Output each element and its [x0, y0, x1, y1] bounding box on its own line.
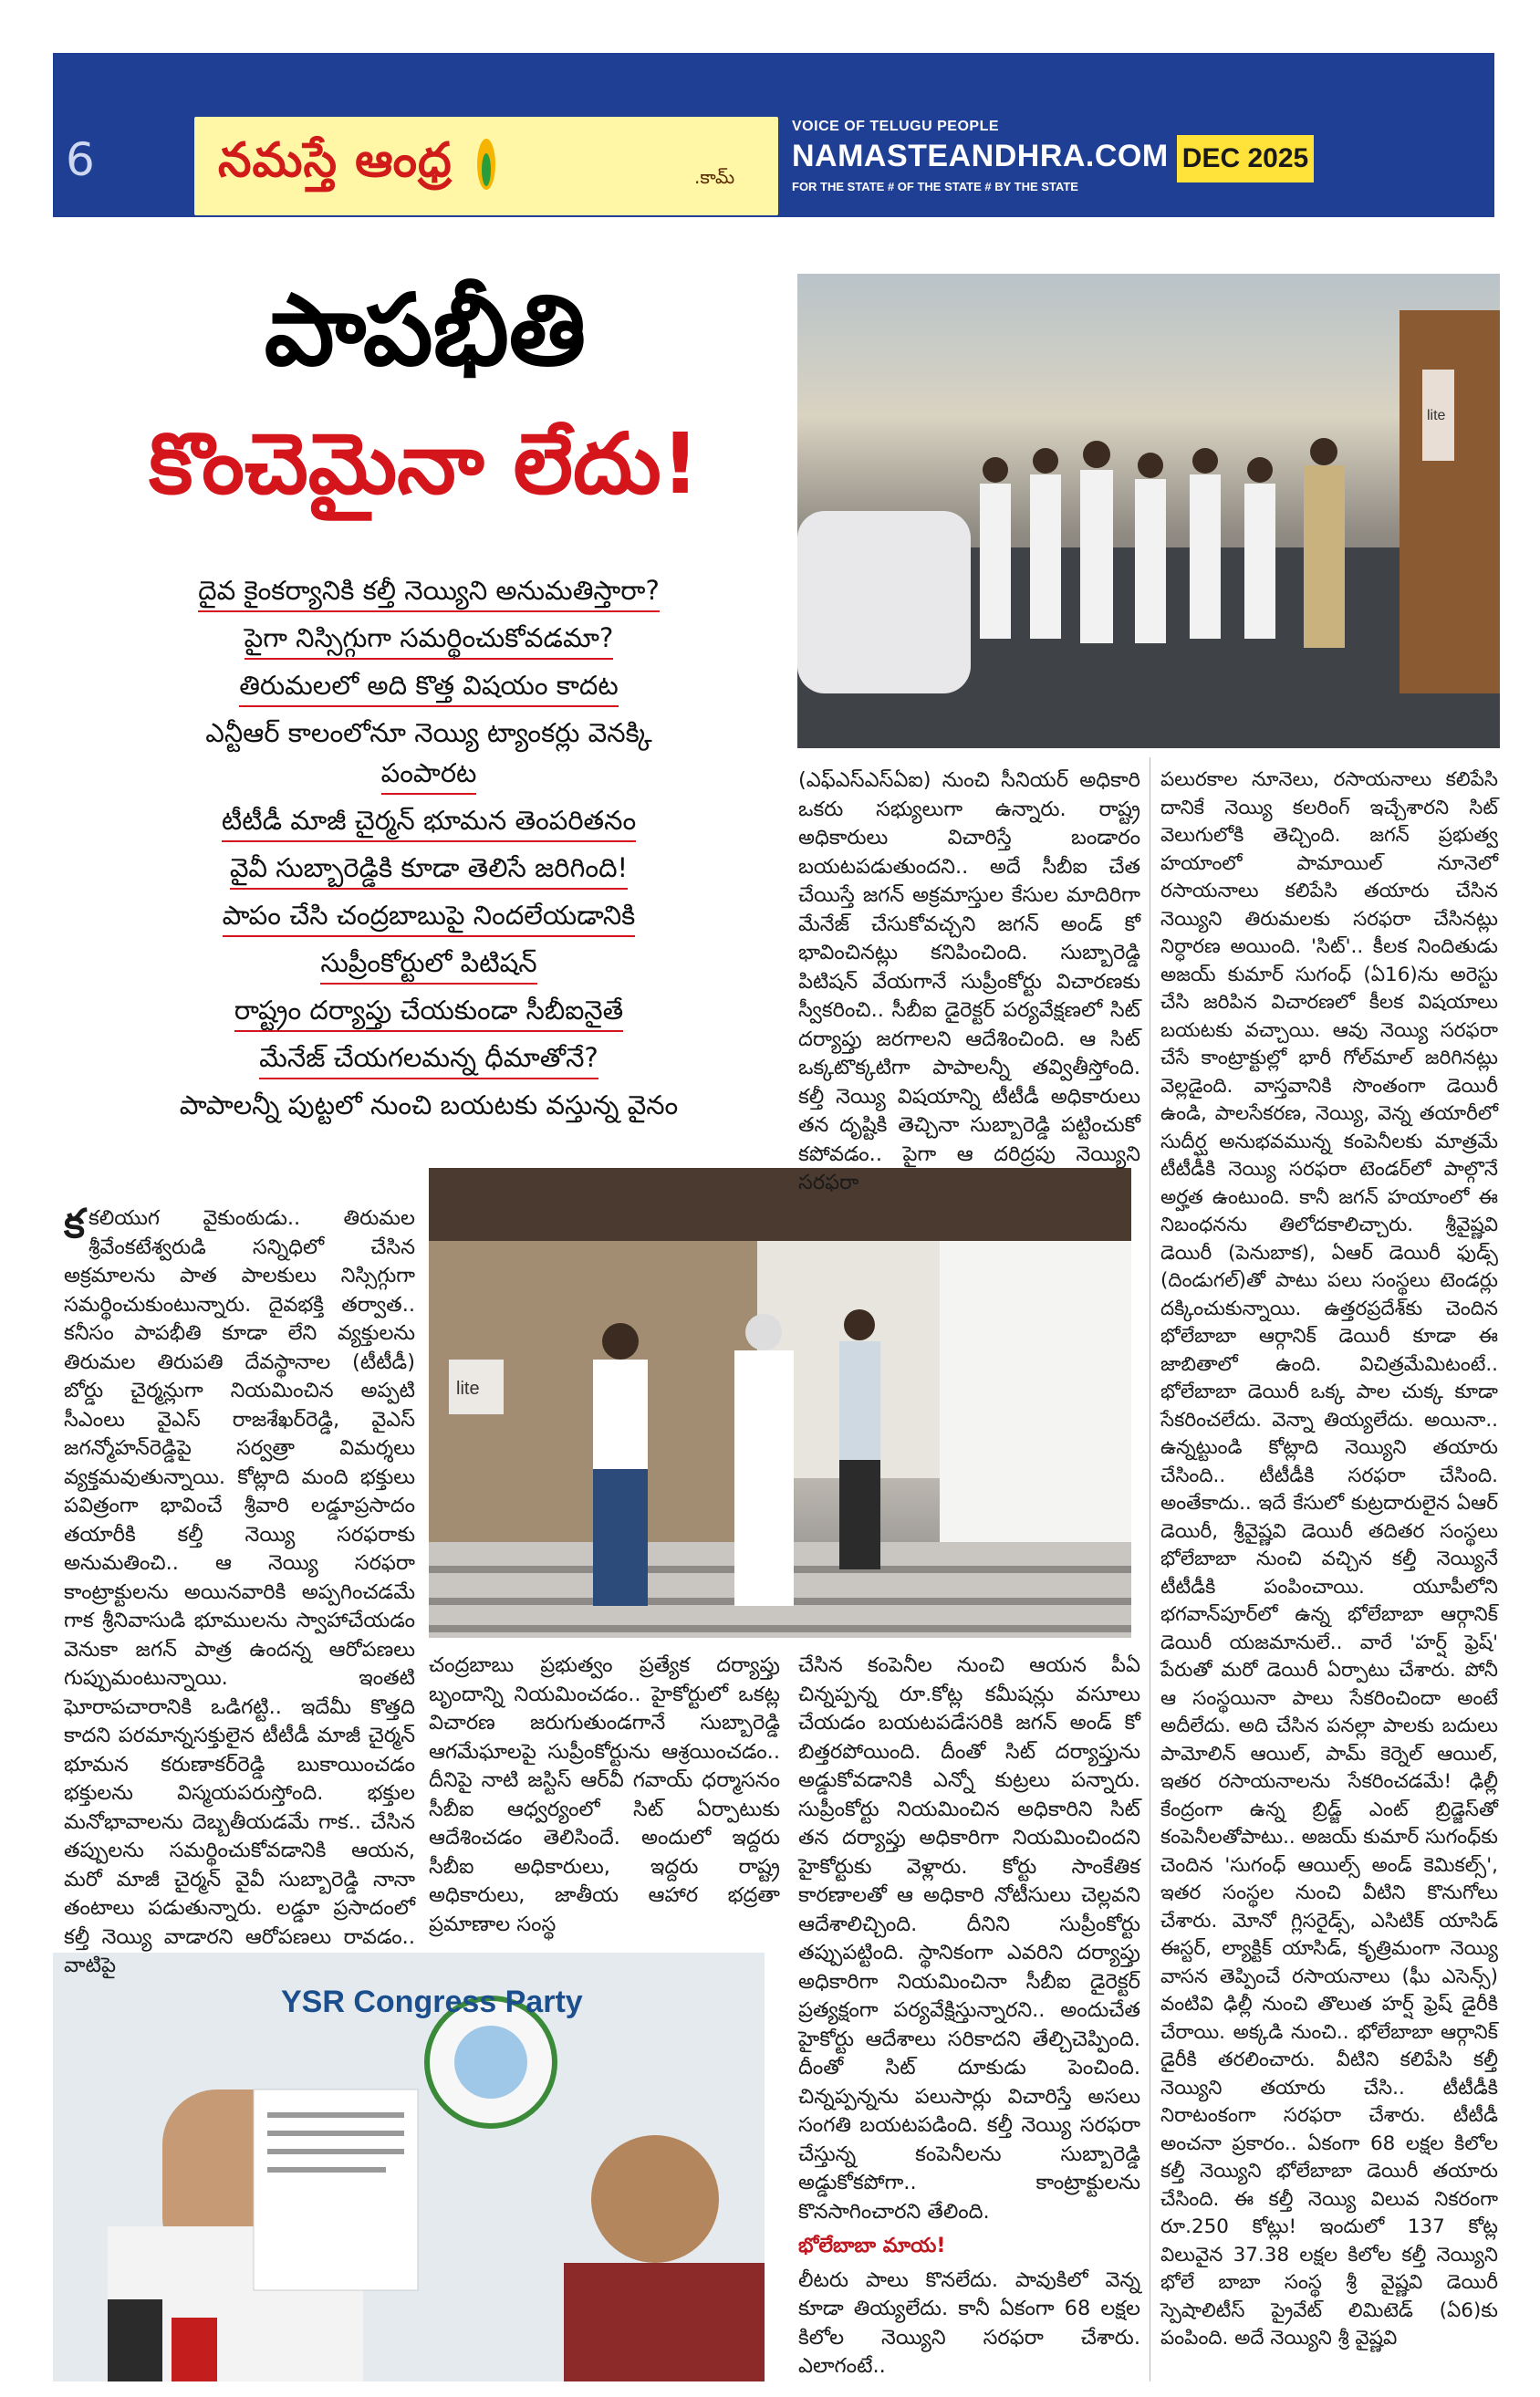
sub-point: టీటీడీ మాజీ చైర్మన్ భూమన తెంపరితనం — [222, 800, 636, 842]
section-subhead: భోలేబాబా మాయ! — [798, 2235, 946, 2257]
tagline: FOR THE STATE # OF THE STATE # BY THE STATE — [792, 180, 1078, 193]
article-text: పలురకాల నూనెలు, రసాయనాలు కలిపేసి దానికే నెయ్యి కలరింగ్ ఇచ్చేశారని సిట్ వెలుగులోకి తెచ్చింది. జగన్ ప్రభుత్వ హయాంలో పామాయిల్ నూనెలో రసాయనాలు కలిపేసి తయారు చేసిన నెయ్యిని తిరుమలకు సరఫరా చేసినట్లు నిర్ధారణ అయింది. 'సిట్'.. కీలక నిందితుడు అజయ్ కుమార్ సుగంధ్ (ఏ16)ను అరెస్టు చేసి జరిపిన విచారణలో కీలక విషయాలు బయటకు వచ్చాయి. ఆవు నెయ్యి సరఫరా చేసే కాంట్రాక్టుల్లో భారీ గోల్‌మాల్ జరిగినట్లు వెల్లడైంది. వాస్తవానికి సొంతంగా డెయిరీ ఉండి, పాలసేకరణ, నెయ్యి, వెన్న తయారీలో సుదీర్ఘ అనుభవమున్న కంపెనీలకు మాత్రమే టీటీడీకి నెయ్యి సరఫరా టెండర్‌లో పాల్గొనే అర్హత ఉంటుంది. కానీ జగన్ హయాంలో ఈ నిబంధనను తిలోదకాలిచ్చారు. శ్రీవైష్ణవి డెయిరీ (పెనుబాక), ఏఆర్ డెయిరీ ఫుడ్స్ (దిండుగల్)తో పాటు పలు సంస్థలు టెండర్లు దక్కించుకున్నాయి. ఉత్తరప్రదేశ్‌కు చెందిన భోలేబాబా ఆర్గానిక్ డెయిరీ కూడా ఈ జాబితాలో ఉంది. విచిత్రమేమిటంటే.. భోలేబాబా డెయిరీ ఒక్క పాల చుక్క కూడా సేకరించలేదు. వెన్నా తియ్యలేదు. అయినా.. ఉన్నట్టుండి కోట్లాది నెయ్యిని తయారు చేసింది.. టీటీడీకి సరఫరా చేసింది. అంతేకాదు.. ఇదే కేసులో కుట్రదారులైన ఏఆర్ డెయిరీ, శ్రీవైష్ణవి డెయిరీ తదితర సంస్థలు భోలేబాబా నుంచి వచ్చిన కల్తీ నెయ్యినే టీటీడీకి పంపించాయి. యూపీలోని భగవాన్‌పూర్‌లో ఉన్న భోలేబాబా ఆర్గానిక్ డెయిరీ యజమానులే.. వారే 'హర్ష్ ఫ్రెష్' పేరుతో మరో డెయిరీ ఏర్పాటు చేశారు. పోనీ ఆ సంస్థయినా పాలు సేకరించిందా అంటే అదీలేదు. అది చేసిన పనల్లా పాలకు బదులు పామోలిన్ ఆయిల్, పామ్ కెర్నెల్ ఆయిల్, ఇతర రసాయనాలను సేకరించడమే! ఢిల్లీ కేంద్రంగా ఉన్న బ్రిడ్జ్ ఎంట్ బ్రిడ్జెస్‌తో కంపెనీలతోపాటు.. అజయ్ కుమార్ సుగంధ్‌కు చెందిన 'సుగంధ్ ఆయిల్స్ అండ్ కెమికల్స్', ఇతర సంస్థల నుంచి వీటిని కొనుగోలు చేశారు. మోనో గ్లిసరైడ్స్, ఎసిటిక్ యాసిడ్ ఈస్టర్, ల్యాక్టిక్ యాసిడ్, కృత్రిమంగా నెయ్యి వాసన తెప్పించే రసాయనాలు (ఘీ ఎసెన్స్) వంటివి ఢిల్లీ నుంచి తొలుత హర్ష్ ఫ్రెష్ డైరీకి చేరాయి. అక్కడి నుంచి.. భోలేబాబా ఆర్గానిక్ డైరీకి తరలించారు. వీటిని కలిపేసి కల్తీ నెయ్యిని తయారు చేసి.. టీటీడీకి నిరాటంకంగా సరఫరా చేశారు. టీటీడీ అంచనా ప్రకారం.. ఏకంగా 68 లక్షల కిలోల కల్తీ నెయ్యిని భోలేబాబా డెయిరీ తయారు చేసింది. ఈ కల్తీ నెయ్యి విలువ నికరంగా రూ.250 కోట్లు! ఇందులో 137 కోట్ల విలువైన 37.38 లక్షల కిలోల కల్తీ నెయ్యిని భోలే బాబా సంస్థ శ్రీ వైష్ణవి డెయిరీ స్పెషాలిటీస్ ప్రైవేట్ లిమిటెడ్ (ఏ6)కు పంపింది. అదే నెయ్యిని శ్రీ వైష్ణవి — [1160, 768, 1498, 2350]
photo-press-conference — [53, 1953, 765, 2381]
article-column-3-bottom — [798, 1652, 1140, 2381]
masthead-info — [792, 119, 1169, 193]
party-banner-text: YSR Congress Party — [281, 1985, 583, 2019]
newspaper-logo — [194, 117, 778, 215]
logo-suffix: .కామ్ — [694, 166, 735, 188]
logo-text: నమస్తే ఆంధ్ర — [218, 133, 453, 188]
article-column-2 — [429, 1652, 780, 1939]
sub-point: దైవ కైంకర్యానికి కల్తీ నెయ్యిని అనుమతిస్తారా? — [198, 570, 660, 612]
photo-group-walking — [797, 274, 1500, 748]
dropcap: క — [64, 1201, 85, 1247]
article-text: (ఎఫ్‌ఎస్‌ఎస్‌ఏఐ) నుంచి సీనియర్ అధికారి ఒకరు సభ్యులుగా ఉన్నారు. రాష్ట్ర అధికారులు విచారిస్తే బండారం బయటపడుతుందని.. అదే సీబీఐ చేత చేయిస్తే జగన్ అక్రమాస్తుల కేసుల మాదిరిగా మేనేజ్ చేసుకోవచ్చని జగన్ అండ్ కో భావించినట్లు కనిపించింది. సుబ్బారెడ్డి పిటిషన్ వేయగానే సుప్రీంకోర్టు విచారణకు స్వీకరించి.. సీబీఐ డైరెక్టర్ పర్యవేక్షణలో సిట్ దర్యాప్తు జరగాలని ఆదేశించింది. ఆ సిట్ ఒక్కటొక్కటిగా పాపాలన్నీ తవ్వితీస్తోంది. కల్తీ నెయ్యి విషయాన్ని టీటీడీ అధికారులు తన దృష్టికి తెచ్చినా సుబ్బారెడ్డి పట్టించుకో కపోవడం.. పైగా ఆ దరిద్రపు నెయ్యిని సరఫరా — [798, 768, 1140, 1194]
sub-point: ఎన్టీఆర్ కాలంలోనూ నెయ్యి ట్యాంకర్లు వెనక్కి — [205, 717, 652, 748]
press-conference-illustration — [53, 1953, 765, 2381]
headline-line1: పాపభీతి — [264, 274, 587, 388]
voice-line: VOICE OF TELUGU PEOPLE — [792, 119, 1000, 134]
headline-line2: కొంచెమైనా లేదు! — [149, 415, 700, 513]
issue-date: DEC 2025 — [1177, 135, 1314, 182]
page-number: 6 — [66, 133, 95, 186]
sign-text: lite — [1427, 408, 1446, 423]
article-column-4 — [1160, 766, 1498, 2353]
photo-two-men — [429, 1168, 1131, 1638]
sub-point: పైగా నిస్సిగ్గుగా సమర్థించుకోవడమా? — [245, 618, 614, 660]
sign-text: lite — [456, 1379, 480, 1399]
flame-logo-icon — [468, 128, 505, 201]
sub-point: రాష్ట్రం దర్యాప్తు చేయకుండా సీబీఐనైతే — [234, 990, 623, 1032]
sub-point: తిరుమలలో అది కొత్త విషయం కాదట — [239, 665, 619, 707]
building-entrance-illustration — [429, 1168, 1131, 1638]
article-text: చంద్రబాబు ప్రభుత్వం ప్రత్యేక దర్యాప్తు బృందాన్ని నియమించడం.. హైకోర్టులో ఒకట్ల విచారణ జరుగుతుండగానే సుబ్బారెడ్డి ఆగమేఘాలపై సుప్రీంకోర్టును ఆశ్రయించడం.. దీనిపై నాటి జస్టిస్ ఆర్‌వీ గవాయ్ ధర్మాసనం సీబీఐ ఆధ్వర్యంలో సిట్ ఏర్పాటుకు ఆదేశించడం తెలిసిందే. అందులో ఇద్దరు సీబీఐ అధికారులు, ఇద్దరు రాష్ట్ర అధికారులు, జాతీయ ఆహార భద్రతా ప్రమాణాల సంస్థ — [429, 1653, 780, 1936]
article-column-3-top — [798, 766, 1140, 1198]
article-text: కలియుగ వైకుంఠుడు.. తిరుమల శ్రీవేంకటేశ్వరుడి సన్నిధిలో చేసిన అక్రమాలను పాత పాలకులు నిస్సిగ్గుగా సమర్థించుకుంటున్నారు. దైవభక్తి తర్వాత.. కనీసం పాపభీతి కూడా లేని వ్యక్తులను తిరుమల తిరుపతి దేవస్థానాల (టీటీడీ) బోర్డు చైర్మన్లుగా నియమించిన అప్పటి సీఎంలు వైఎస్ రాజశేఖర్‌రెడ్డి, వైఎస్ జగన్మోహన్‌రెడ్డిపై సర్వత్రా విమర్శలు వ్యక్తమవుతున్నాయి. కోట్లాది మంది భక్తులు పవిత్రంగా భావించే శ్రీవారి లడ్డూప్రసాదం తయారీకి కల్తీ నెయ్యి సరఫరాకు అనుమతించి.. ఆ నెయ్యి సరఫరా కాంట్రాక్టులను అయినవారికి అప్పగించడమే గాక శ్రీనివాసుడి భూములను స్వాహాచేయడం వెనుకా జగన్ పాత్ర ఉందన్న ఆరోపణలు గుప్పుమంటున్నాయి. ఇంతటి ఘోరాపచారానికి ఒడిగట్టి.. ఇదేమీ కొత్తది కాదని పరమాన్నసక్తులైన టీటీడీ మాజీ చైర్మన్ భూమన కరుణాకర్‌రెడ్డి బుకాయించడం భక్తులను విస్మయపరుస్తోంది. భక్తుల మనోభావాలను దెబ్బతీయడమే గాక.. చేసిన తప్పులను సమర్థించుకోవడానికి ఆయన, మరో మాజీ చైర్మన్ వైవీ సుబ్బారెడ్డి నానా తంటాలు పడుతున్నారు. లడ్డూ ప్రసాదంలో కల్తీ నెయ్యి వాడారని ఆరోపణలు రావడం.. వాటిపై — [64, 1206, 415, 1977]
article-column-1 — [64, 1201, 415, 1981]
sub-point: మేనేజ్ చేయగలమన్న ధీమాతోనే? — [259, 1037, 598, 1079]
sub-point: వైవీ సుబ్బారెడ్డికి కూడా తెలిసే జరిగింది! — [230, 848, 628, 890]
article-text: లీటరు పాలు కొనలేదు. పావుకిలో వెన్న కూడా తియ్యలేదు. కానీ ఏకంగా 68 లక్షల కిలోల నెయ్యిని సరఫరా చేశారు. ఎలాగంటే.. — [798, 2267, 1140, 2378]
crowd-illustration — [797, 274, 1500, 748]
sub-point: పంపారట — [381, 753, 477, 795]
masthead — [53, 53, 1494, 217]
sub-point: పాపం చేసి చంద్రబాబుపై నిందలేయడానికి — [223, 895, 636, 937]
sub-point: సుప్రీంకోర్టులో పిటిషన్ — [320, 943, 536, 985]
sub-point: పాపాలన్నీ పుట్టలో నుంచి బయటకు వస్తున్న వైనం — [179, 1089, 679, 1120]
site-name[interactable]: NAMASTEANDHRA.COM — [792, 139, 1169, 173]
article-text: చేసిన కంపెనీల నుంచి ఆయన పీఏ చిన్నప్పన్న రూ.కోట్ల కమీషన్లు వసూలు చేయడం బయటపడేసరికి జగన్ అండ్ కో బిత్తరపోయింది. దీంతో సిట్ దర్యాప్తును అడ్డుకోవడానికి ఎన్నో కుట్రలు పన్నారు. సుప్రీంకోర్టు నియమించిన అధికారిని సిట్ తన దర్యాప్తు అధికారిగా నియమించిందని హైకోర్టుకు వెళ్లారు. కోర్టు సాంకేతిక కారణాలతో ఆ అధికారి నోటీసులు చెల్లవని ఆదేశాలిచ్చింది. దీనిని సుప్రీంకోర్టు తప్పుపట్టింది. స్థానికంగా ఎవరిని దర్యాప్తు అధికారిగా నియమించినా సీబీఐ డైరెక్టర్ ప్రత్యక్షంగా పర్యవేక్షిస్తున్నారని.. అందుచేత హైకోర్టు ఆదేశాలు సరికాదని తేల్చిచెప్పింది. దీంతో సిట్ దూకుడు పెంచింది. చిన్నప్పన్నను పలుసార్లు విచారిస్తే అసలు సంగతి బయటపడింది. కల్తీ నెయ్యి సరఫరా చేస్తున్న కంపెనీలను సుబ్బారెడ్డి అడ్డుకోకపోగా.. కాంట్రాక్టులను కొనసాగించారని తేలింది. — [798, 1653, 1140, 2224]
sub-points — [64, 570, 794, 1131]
